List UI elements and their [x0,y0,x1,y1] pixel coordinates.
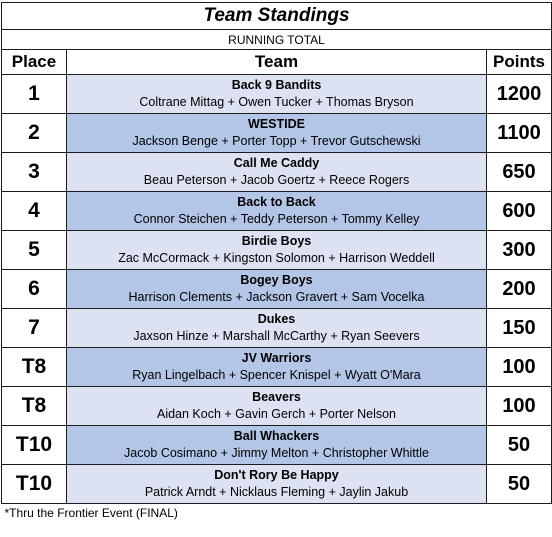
team-members: Jackson Benge + Porter Topp + Trevor Gutschewski [132,134,421,148]
table-row [2,348,552,387]
table-row [2,75,552,114]
points-cell: 650 [487,153,552,192]
table-row [2,309,552,348]
team-members: Patrick Arndt + Nicklaus Fleming + Jaylin Jakub [144,485,409,499]
team-name: WESTIDE [248,117,305,131]
table-row [2,231,552,270]
team-name: Birdie Boys [241,234,312,248]
points-cell: 100 [487,348,552,387]
team-name: Ball Whackers [233,429,320,443]
team-cell [67,309,487,348]
team-members: Beau Peterson + Jacob Goertz + Reece Rogers [143,173,410,187]
points-cell: 50 [487,426,552,465]
points-cell: 50 [487,465,552,504]
table-row [2,387,552,426]
points-cell: 150 [487,309,552,348]
team-name: Beavers [252,390,301,404]
table-subtitle: RUNNING TOTAL [2,30,552,50]
team-members: Connor Steichen + Teddy Peterson + Tommy Kelley [133,212,420,226]
points-cell: 300 [487,231,552,270]
team-cell [67,75,487,114]
footnote-row [2,504,552,523]
place-cell: 5 [2,231,67,270]
header-place: Place [2,50,67,75]
team-members: Coltrane Mittag + Owen Tucker + Thomas Bryson [139,95,414,109]
team-name: Back to Back [237,195,316,209]
points-cell: 200 [487,270,552,309]
team-cell [67,465,487,504]
place-cell: T8 [2,348,67,387]
place-cell: T10 [2,426,67,465]
points-cell: 100 [487,387,552,426]
header-points: Points [487,50,552,75]
team-cell [67,426,487,465]
title-row [2,3,552,30]
subtitle-row [2,30,552,50]
team-members: Jaxson Hinze + Marshall McCarthy + Ryan Seevers [133,329,420,343]
table-row [2,270,552,309]
team-cell [67,231,487,270]
table-row [2,153,552,192]
team-members: Harrison Clements + Jackson Gravert + Sam Vocelka [128,290,425,304]
place-cell: T10 [2,465,67,504]
team-name: Don't Rory Be Happy [214,468,339,482]
table-row [2,114,552,153]
points-cell: 600 [487,192,552,231]
team-cell [67,114,487,153]
place-cell: 7 [2,309,67,348]
team-cell [67,270,487,309]
place-cell: 6 [2,270,67,309]
table-row [2,465,552,504]
team-cell [67,192,487,231]
team-members: Jacob Cosimano + Jimmy Melton + Christopher Whittle [124,446,429,460]
table-row [2,426,552,465]
place-cell: T8 [2,387,67,426]
table-title: Team Standings [2,3,552,30]
place-cell: 3 [2,153,67,192]
place-cell: 1 [2,75,67,114]
points-cell: 1100 [487,114,552,153]
points-cell: 1200 [487,75,552,114]
table-row [2,192,552,231]
header-team: Team [67,50,487,75]
team-name: Bogey Boys [240,273,313,287]
place-cell: 4 [2,192,67,231]
team-members: Ryan Lingelbach + Spencer Knispel + Wyatt O'Mara [132,368,421,382]
team-members: Aidan Koch + Gavin Gerch + Porter Nelson [156,407,396,421]
team-name: Back 9 Bandits [231,78,322,92]
footnote: *Thru the Frontier Event (FINAL) [4,506,178,520]
team-cell [67,348,487,387]
place-cell: 2 [2,114,67,153]
standings-table [1,2,552,522]
team-name: Dukes [257,312,296,326]
team-members: Zac McCormack + Kingston Solomon + Harrison Weddell [118,251,435,265]
team-name: Call Me Caddy [233,156,320,170]
team-cell [67,153,487,192]
team-name: JV Warriors [241,351,312,365]
header-row [2,50,552,75]
team-cell [67,387,487,426]
